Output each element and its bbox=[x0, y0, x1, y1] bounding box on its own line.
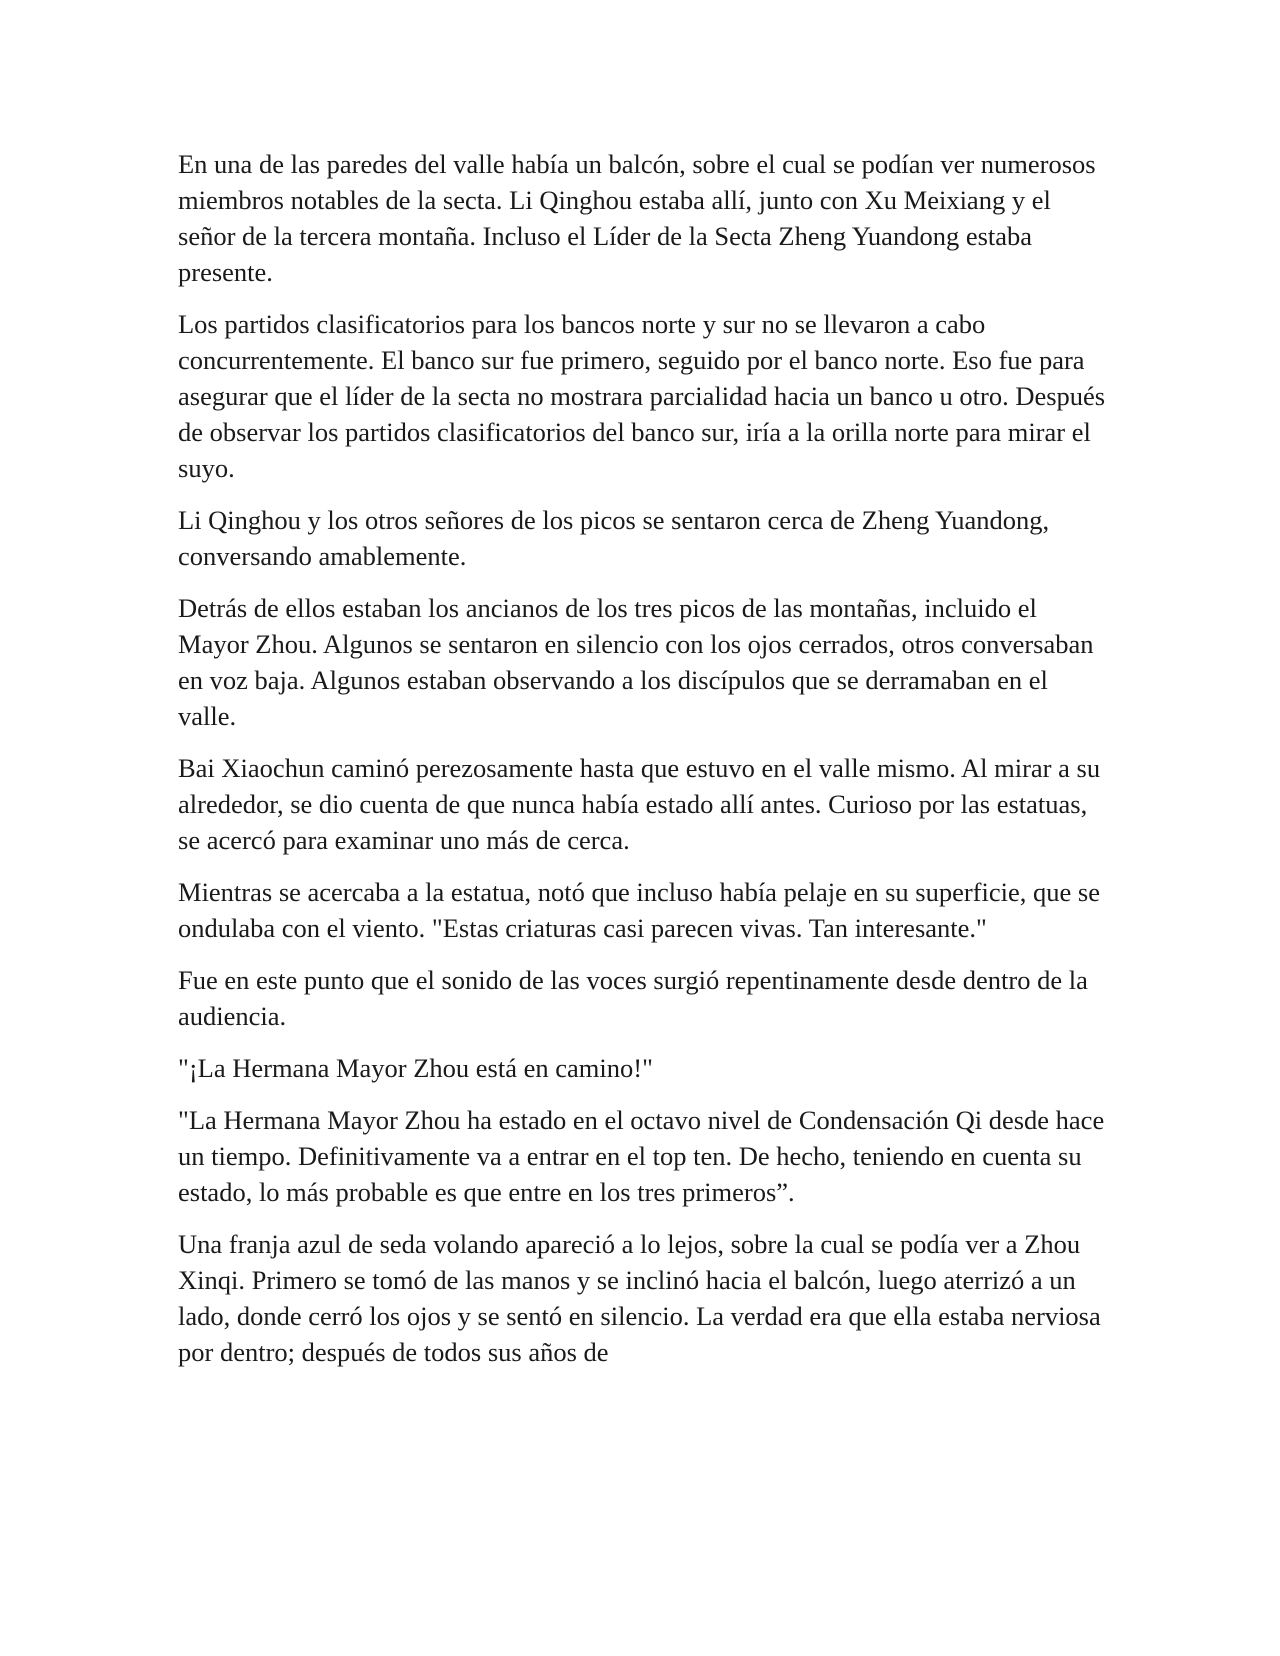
paragraph-1: En una de las paredes del valle había un balcón, sobre el cual se podían ver numerosos miembros notables de la secta. Li Qinghou estaba allí, junto con Xu Meixiang y el señor de la tercera montaña. Incluso el Líder de la Secta Zheng Yuandong estaba presente. bbox=[178, 149, 1096, 287]
paragraph-7: Fue en este punto que el sonido de las voces surgió repentinamente desde dentro de la audiencia. bbox=[178, 965, 1088, 1031]
paragraph-8: "¡La Hermana Mayor Zhou está en camino!" bbox=[178, 1053, 653, 1083]
paragraph-2: Los partidos clasificatorios para los bancos norte y sur no se llevaron a cabo concurrentemente. El banco sur fue primero, seguido por el banco norte. Eso fue para asegurar que el líder de la secta no mostrara parcialidad hacia un banco u otro. Después de observar los partidos clasificatorios del banco sur, iría a la orilla norte para mirar el suyo. bbox=[178, 309, 1106, 483]
document-page bbox=[178, 146, 1108, 1386]
paragraph-6: Mientras se acercaba a la estatua, notó que incluso había pelaje en su superficie, que se ondulaba con el viento. "Estas criaturas casi parecen vivas. Tan interesante." bbox=[178, 877, 1100, 943]
paragraph-5: Bai Xiaochun caminó perezosamente hasta que estuvo en el valle mismo. Al mirar a su alrededor, se dio cuenta de que nunca había estado allí antes. Curioso por las estatuas, se acercó para examinar uno más de cerca. bbox=[178, 753, 1101, 855]
paragraph-9: "La Hermana Mayor Zhou ha estado en el octavo nivel de Condensación Qi desde hace un tiempo. Definitivamente va a entrar en el top ten. De hecho, teniendo en cuenta su estado, lo más probable es que entre en los tres primeros”. bbox=[178, 1105, 1105, 1207]
paragraph-3: Li Qinghou y los otros señores de los picos se sentaron cerca de Zheng Yuandong, conversando amablemente. bbox=[178, 505, 1050, 571]
paragraph-4: Detrás de ellos estaban los ancianos de los tres picos de las montañas, incluido el Mayor Zhou. Algunos se sentaron en silencio con los ojos cerrados, otros conversaban en voz baja. Algunos estaban observando a los discípulos que se derramaban en el valle. bbox=[178, 593, 1094, 731]
paragraph-10: Una franja azul de seda volando apareció a lo lejos, sobre la cual se podía ver a Zhou Xinqi. Primero se tomó de las manos y se inclinó hacia el balcón, luego aterrizó a un lado, donde cerró los ojos y se sentó en silencio. La verdad era que ella estaba nerviosa por dentro; después de todos sus años de bbox=[178, 1229, 1101, 1367]
